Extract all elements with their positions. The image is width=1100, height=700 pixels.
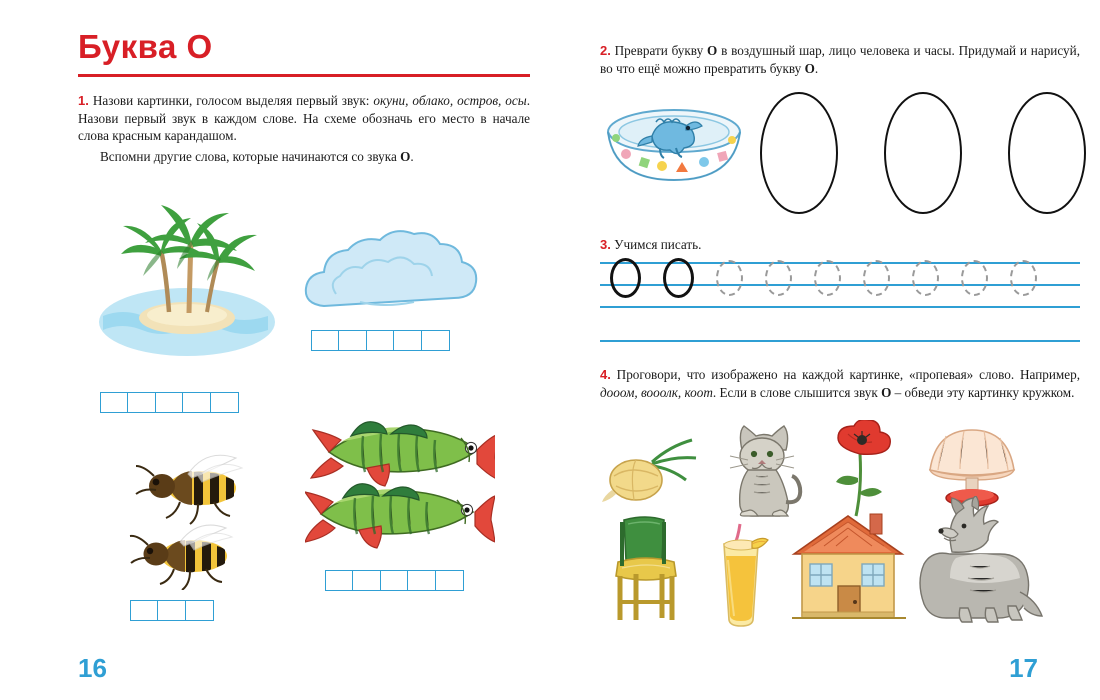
letter-o-dashed[interactable]	[912, 260, 939, 296]
scheme-cloud[interactable]	[311, 330, 448, 351]
picture-wolf[interactable]	[910, 496, 1060, 624]
scheme-perch[interactable]	[325, 570, 462, 591]
task-4-text-a: Проговори, что изображено на каждой картинке, «пропевая» слово. Например,	[610, 367, 1080, 382]
letter-o-dashed[interactable]	[863, 260, 890, 296]
task-3-number: 3.	[600, 237, 611, 252]
task-1-text-a: Назови картинки, голосом выделяя первый звук:	[88, 93, 374, 108]
picture-perch-fish	[305, 410, 495, 560]
scheme-cell[interactable]	[130, 600, 159, 621]
task-4-italic-words: дооом, вооолк, коот	[600, 384, 713, 400]
picture-wasps	[100, 440, 270, 590]
right-page	[550, 0, 1100, 700]
letter-o-dashed[interactable]	[765, 260, 792, 296]
task-4-text-c: – обведи эту картинку кружком.	[891, 384, 1075, 400]
letter-o-dashed[interactable]	[814, 260, 841, 296]
scheme-cell[interactable]	[100, 392, 129, 413]
scheme-cell[interactable]	[393, 330, 422, 351]
task-1	[78, 92, 530, 165]
task-4-text-b: . Если в слове слышится звук	[712, 384, 882, 400]
picture-chair[interactable]	[606, 510, 686, 628]
scheme-wasps[interactable]	[130, 600, 212, 621]
task-1-number: 1.	[78, 93, 89, 108]
picture-cloud	[300, 228, 480, 324]
picture-cat[interactable]	[712, 414, 804, 518]
task-1-italic-words: окуни, облако, остров, осы	[373, 93, 527, 108]
task-1-bold-letter: О	[400, 148, 411, 164]
picture-bowl	[600, 92, 750, 210]
task-4-number: 4.	[600, 367, 611, 382]
oval-shape[interactable]	[884, 92, 962, 214]
picture-island	[95, 196, 280, 366]
task-4	[600, 366, 1080, 401]
scheme-cell[interactable]	[157, 600, 186, 621]
scheme-cell[interactable]	[338, 330, 367, 351]
scheme-cell[interactable]	[155, 392, 184, 413]
task-2-number: 2.	[600, 43, 611, 58]
scheme-cell[interactable]	[352, 570, 381, 591]
picture-house[interactable]	[784, 506, 914, 630]
task-1-second-line	[78, 148, 530, 166]
task-1-text-c: Вспомни другие слова, которые начинаются со звука	[100, 148, 401, 164]
scheme-cell[interactable]	[380, 570, 409, 591]
task-1-text-d: .	[410, 148, 414, 164]
picture-grid-task-4	[600, 414, 1090, 630]
scheme-cell[interactable]	[182, 392, 211, 413]
task-2-text-b: в воздушный шар, лицо человека и часы. Придумай и нарисуй, во что ещё можно превратить букву	[600, 43, 1080, 76]
task-2-text-a: Преврати букву	[610, 43, 707, 58]
page-number-left: 16	[78, 653, 107, 683]
title-underline	[78, 74, 530, 77]
letter-o-solid[interactable]	[663, 258, 694, 298]
writing-practice-lines[interactable]	[600, 262, 1080, 354]
letter-o-dashed[interactable]	[716, 260, 743, 296]
task-1-text-b: . Назови первый звук в каждом слове. На схеме обозначь его место в начале слова красным карандашом.	[78, 93, 530, 144]
writing-line	[600, 340, 1080, 342]
scheme-cell[interactable]	[435, 570, 464, 591]
oval-shape[interactable]	[760, 92, 838, 214]
letter-row[interactable]	[610, 258, 1037, 298]
picture-poppy[interactable]	[822, 420, 902, 520]
task-2-bold-letter-2: О	[804, 60, 815, 76]
picture-juice-glass[interactable]	[706, 518, 774, 630]
task-2-bold-letter: О	[707, 43, 718, 58]
scheme-cell[interactable]	[421, 330, 450, 351]
page-title: Буква О	[78, 28, 213, 65]
picture-onion[interactable]	[600, 436, 698, 506]
scheme-cell[interactable]	[366, 330, 395, 351]
scheme-cell[interactable]	[210, 392, 239, 413]
page-number-right: 17	[1009, 653, 1038, 683]
scheme-cell[interactable]	[325, 570, 354, 591]
writing-line	[600, 306, 1080, 308]
task-2-text-c: .	[814, 60, 819, 76]
scheme-cell[interactable]	[185, 600, 214, 621]
scheme-island[interactable]	[100, 392, 237, 413]
task-3-text: Учимся писать.	[610, 237, 702, 252]
task-3	[600, 236, 1080, 254]
scheme-cell[interactable]	[311, 330, 340, 351]
oval-shape[interactable]	[1008, 92, 1086, 214]
task-4-bold-letter: О	[881, 384, 892, 400]
letter-o-dashed[interactable]	[961, 260, 988, 296]
letter-o-dashed[interactable]	[1010, 260, 1037, 296]
oval-drawing-area[interactable]	[760, 92, 1086, 214]
scheme-cell[interactable]	[127, 392, 156, 413]
letter-o-solid[interactable]	[610, 258, 641, 298]
scheme-cell[interactable]	[407, 570, 436, 591]
task-2	[600, 42, 1080, 77]
